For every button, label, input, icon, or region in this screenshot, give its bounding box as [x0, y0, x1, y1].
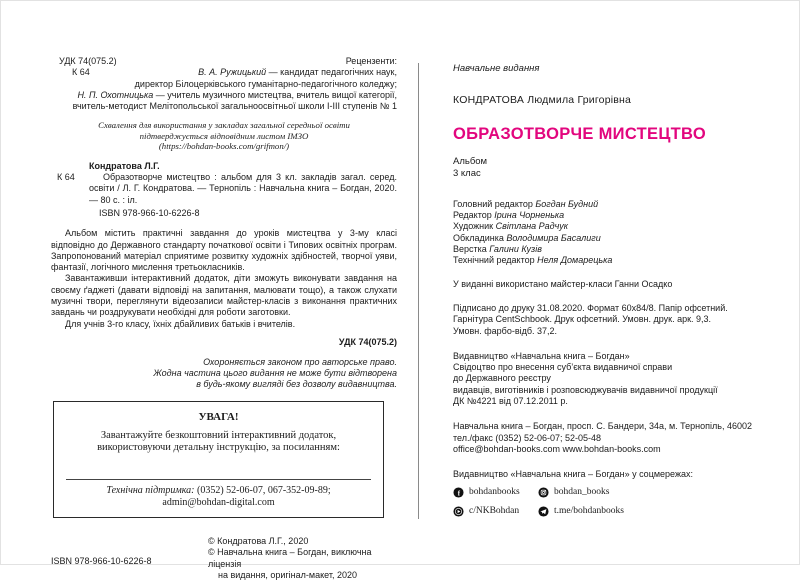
annotation [51, 228, 397, 330]
staff-role: Головний редактор [453, 198, 536, 209]
tech-support-line [66, 485, 371, 497]
udc-block [59, 56, 117, 79]
publisher-registration [453, 351, 759, 407]
publisher-line-4: видавців, виготівників і розповсюджувачів видавничої продукції [453, 384, 718, 395]
facebook-handle: bohdanbooks [469, 486, 520, 497]
attention-title: УВАГА! [198, 411, 239, 424]
bibliographic-entry [51, 161, 397, 219]
print-line-1: Підписано до друку 31.08.2020. Формат 60х84/8. Папір офсетний. [453, 302, 728, 313]
book-title: ОБРАЗОТВОРЧЕ МИСТЕЦТВО [453, 124, 706, 143]
address-line-3: office@bohdan-books.com www.bohdan-books.com [453, 443, 661, 454]
staff-row [453, 199, 759, 210]
staff-role: Верстка [453, 244, 490, 255]
attention-rule [66, 479, 371, 480]
staff-name: Ірина Чорненька [494, 210, 565, 221]
staff-list [453, 199, 759, 267]
subtitle-album: Альбом [453, 155, 488, 167]
reviewer-2-line2: вчитель-методист Мелітопольської загальноосвітньої школи І-ІІІ ступенів № 1 [72, 101, 397, 112]
staff-role: Художник [453, 221, 496, 232]
reviewer-1-name: В. А. Ружицький [198, 67, 267, 78]
attention-box [53, 401, 384, 518]
annotation-paragraph-3: Для учнів 3-го класу, їхніх дбайливих батьків і вчителів. [65, 318, 296, 329]
instagram-icon [538, 487, 549, 498]
publisher-line-5: ДК №4221 від 07.12.2011 р. [453, 396, 568, 407]
approval-url: (https://bohdan-books.com/grifmon/) [158, 141, 290, 152]
right-page [453, 63, 759, 525]
youtube-handle: c/NKBohdan [469, 505, 520, 516]
telegram-handle: t.me/bohdanbooks [554, 505, 624, 516]
staff-row [453, 210, 759, 221]
social-media-block [453, 469, 759, 517]
staff-row [453, 233, 759, 244]
udc-bottom: УДК 74(075.2) [338, 336, 397, 347]
footer-isbn: ISBN 978-966-10-6226-8 [51, 555, 152, 566]
left-footer [51, 535, 397, 581]
annotation-paragraph-1: Альбом містить практичні завдання до уроків мистецтва у 3-му класі відповідно до Державного стандарту початкової освіти і Типових освітніх програм. Запропонований матеріал сприятиме розвитку художніх здібностей, творчої уяви, фантазії, логічного мислення третьокласників. [51, 228, 397, 273]
social-row [453, 506, 759, 517]
social-youtube [453, 506, 538, 517]
copyright-line-2: © Навчальна книга – Богдан, виключна ліцензія [208, 547, 372, 569]
annotation-paragraph-2: Завантаживши інтерактивний додаток, діти зможуть виконувати завдання на своєму ґаджеті (давати відповіді на запитання, малювати тощо), а також слухати музичні твори, переглянути відеозаписи майстер-класів з виконання практичних завдань чи роздрукувати необхідні для роботи заготовки. [51, 273, 397, 318]
bib-author: Кондратова Л.Г. [89, 160, 160, 171]
social-heading: Видавництво «Навчальна книга – Богдан» у соцмережах: [453, 469, 693, 480]
tech-support-email: admin@bohdan-digital.com [162, 496, 275, 508]
masterclass-credit: У виданні використано майстер-класи Ганни Осадко [453, 278, 673, 289]
attention-line-2: використовуючи детальну інструкцію, за посиланням: [97, 442, 340, 454]
left-page [51, 56, 397, 581]
youtube-icon [453, 506, 464, 517]
social-grid [453, 487, 759, 518]
staff-name: Галини Кузів [489, 244, 542, 255]
staff-row [453, 244, 759, 255]
social-facebook [453, 487, 538, 498]
staff-row [453, 255, 759, 266]
reviewers-label: Рецензенти: [345, 56, 397, 66]
tech-support-label: Технічна підтримка: [106, 484, 195, 496]
telegram-icon [538, 506, 549, 517]
subtitle-grade: 3 клас [453, 167, 481, 179]
address-line-1: Навчальна книга – Богдан, просп. С. Бандери, 34а, м. Тернопіль, 46002 [453, 421, 752, 432]
staff-name: Богдан Будний [535, 198, 599, 209]
staff-role: Обкладинка [453, 232, 507, 243]
approval-line-1: Схвалення для використання у закладах загальної середньої освіти [98, 120, 350, 130]
bbk-code: К 64 [72, 67, 90, 78]
reviewer-2-name: Н. П. Охотницька [77, 89, 154, 100]
copyright-line-3: на видання, оригінал-макет, 2020 [218, 570, 357, 581]
staff-name: Неля Домарецька [537, 255, 613, 266]
attention-line-1: Завантажуйте безкоштовний інтерактивний додаток, [100, 429, 337, 441]
copyright-line-1: © Кондратова Л.Г., 2020 [208, 535, 309, 546]
print-line-3: Умовн. фарбо-відб. 37,2. [453, 325, 558, 336]
reviewer-1-title: — кандидат педагогічних наук, [266, 67, 397, 78]
copyright-block [208, 536, 397, 582]
staff-row [453, 221, 759, 232]
copyright-law-note [51, 357, 397, 390]
social-instagram [538, 487, 609, 498]
staff-name: Володимира Басалиги [506, 232, 601, 243]
facebook-icon [453, 487, 464, 498]
staff-role: Технічний редактор [453, 255, 538, 266]
book-subtitle [453, 156, 759, 180]
law-line-2: Жодна частина цього видання не може бути відтворена [153, 368, 397, 379]
print-info [453, 303, 759, 337]
approval-note [51, 120, 397, 152]
instagram-handle: bohdan_books [554, 486, 610, 497]
bib-description: Образотворче мистецтво : альбом для 3 кл. закладів загал. серед. освіти / Л. Г. Кондратова. — Тернопіль : Навчальна книга – Богдан, 2020. — 80 с. : іл. [89, 172, 397, 205]
law-line-1: Охороняється законом про авторське право. [203, 357, 397, 368]
staff-name: Світлана Радчук [495, 221, 569, 232]
reviewer-1-line2: директор Білоцерківського гуманітарно-педагогічного коледжу; [134, 78, 397, 89]
approval-line-2: підтверджується відповідним листом ІМЗО [139, 130, 309, 141]
publisher-line-1: Видавництво «Навчальна книга – Богдан» [453, 350, 630, 361]
publisher-address [453, 421, 759, 455]
publisher-line-2: Свідоцтво про внесення суб’єкта видавничої справи [453, 362, 673, 373]
edition-type: Навчальне видання [453, 63, 540, 74]
udc-number: УДК 74(075.2) [59, 56, 117, 66]
author-name: КОНДРАТОВА Людмила Григорівна [453, 94, 632, 107]
reviewer-2 [51, 90, 397, 101]
social-telegram [538, 506, 624, 517]
attention-spacer [66, 455, 371, 479]
left-header-row [51, 56, 397, 113]
publisher-line-3: до Державного реєстру [453, 373, 551, 384]
law-line-3: в будь-якому вигляді без дозволу видавництва. [196, 379, 397, 390]
svg-text:f: f [457, 489, 461, 497]
bib-code: К 64 [57, 171, 75, 182]
page-divider-line [418, 63, 419, 519]
staff-role: Редактор [453, 210, 495, 221]
reviewer-2-title: — учитель музичного мистецтва, вчитель вищої категорії, [153, 89, 397, 100]
address-line-2: тел./факс (0352) 52-06-07; 52-05-48 [453, 432, 601, 443]
social-row [453, 487, 759, 498]
tech-support-phones: (0352) 52-06-07, 067-352-09-89; [194, 484, 331, 496]
print-line-2: Гарнітура CentSchbook. Друк офсетний. Умовн. друк. арк. 9,3. [453, 314, 712, 325]
bib-isbn: ISBN 978-966-10-6226-8 [99, 207, 200, 218]
